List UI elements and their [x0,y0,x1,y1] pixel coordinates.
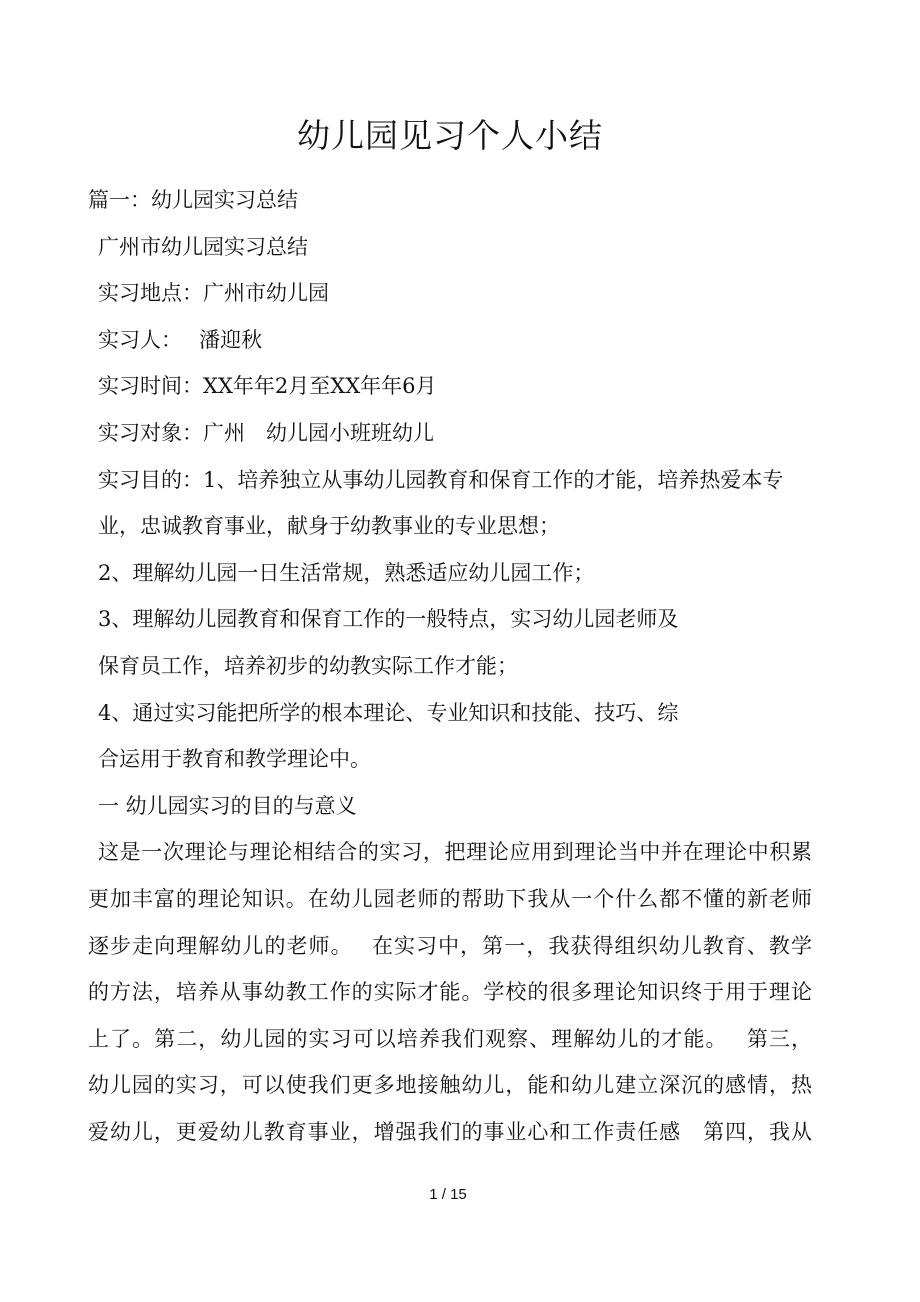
text-line: 3、理解幼儿园教育和保育工作的一般特点，实习幼儿园老师及 [98,607,679,632]
text-line: 合运用于教育和教学理论中。 [98,747,371,772]
text-line: 4、通过实习能把所学的根本理论、专业知识和技能、技巧、综 [98,700,679,725]
text-line: 上了。第二，幼儿园的实习可以培养我们观察、理解幼儿的才能。 第三， [88,1026,812,1051]
text-line: 2、理解幼儿园一日生活常规，熟悉适应幼儿园工作； [98,560,595,585]
text-line: 实习时间：XX年年2月至XX年年6月 [98,374,437,399]
text-line: 实习目的：1、培养独立从事幼儿园教育和保育工作的才能，培养热爱本专 [98,467,784,492]
document-title: 幼儿园见习个人小结 [297,116,603,155]
text-line: 实习地点：广州市幼儿园 [98,281,329,306]
text-line: 保育员工作，培养初步的幼教实际工作才能； [98,653,518,678]
text-line: 实习人： 潘迎秋 [98,327,263,352]
document-body [88,177,812,1155]
text-line: 篇一：幼儿园实习总结 [88,188,298,212]
text-line: 幼儿园的实习，可以使我们更多地接触幼儿，能和幼儿建立深沉的感情，热 [88,1073,812,1098]
page-number: 1 / 15 [429,1186,467,1203]
text-line: 爱幼儿，更爱幼儿教育事业，增强我们的事业心和工作责任感 第四，我从 [88,1119,812,1144]
text-line: 的方法，培养从事幼教工作的实际才能。学校的很多理论知识终于用于理论 [88,980,812,1005]
text-line: 业，忠诚教育事业，献身于幼教事业的专业思想； [98,514,560,539]
text-line: 逐步走向理解幼儿的老师。 在实习中，第一，我获得组织幼儿教育、教学 [88,933,812,958]
section-heading: 一 幼儿园实习的目的与意义 [98,793,357,818]
text-line: 实习对象：广州 幼儿园小班班幼儿 [98,420,434,445]
text-line: 这是一次理论与理论相结合的实习，把理论应用到理论当中并在理论中积累 [98,840,812,865]
text-line: 广州市幼儿园实习总结 [98,234,308,259]
text-line: 更加丰富的理论知识。在幼儿园老师的帮助下我从一个什么都不懂的新老师 [88,886,812,911]
